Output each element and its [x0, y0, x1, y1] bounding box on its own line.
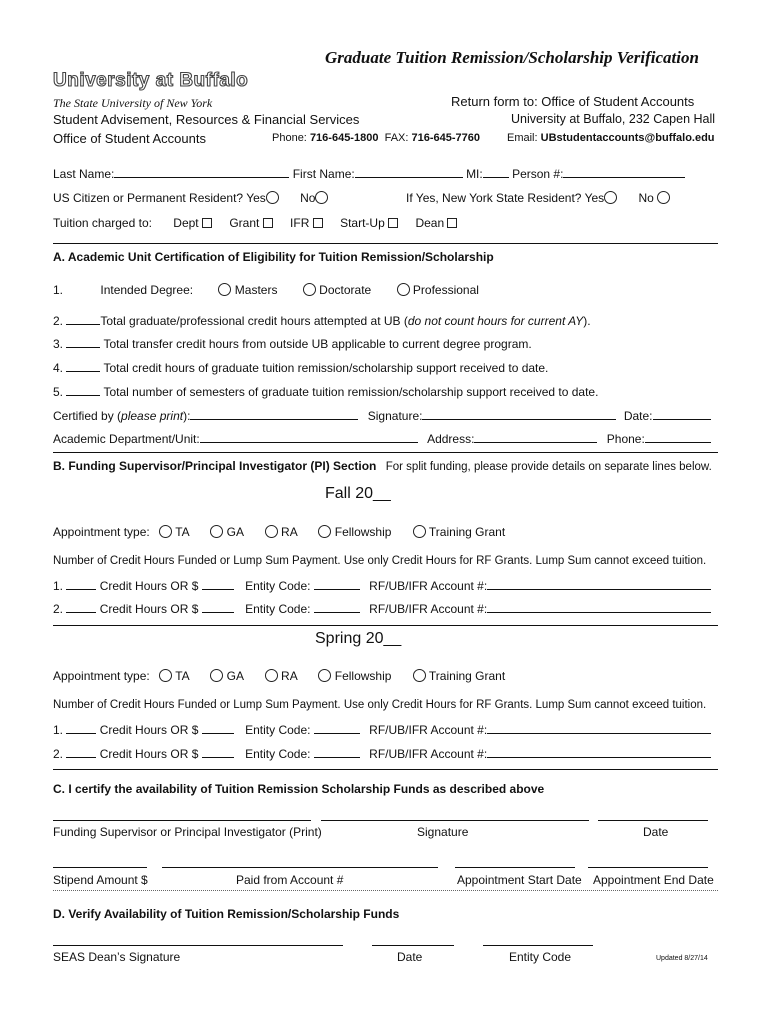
dean-date-label: Date [397, 950, 423, 964]
section-d-heading: D. Verify Availability of Tuition Remission/Scholarship Funds [53, 907, 400, 921]
fall-2-account-field[interactable] [487, 602, 711, 613]
spring-funding-note: Number of Credit Hours Funded or Lump Sum Payment. Use only Credit Hours for RF Grants. Lump Sum cannot exceed tuition. [53, 699, 707, 711]
tuition-charged-row: Tuition charged to: Dept Grant IFR Start-Up Dean [53, 216, 457, 230]
spring-2-entity-field[interactable] [314, 747, 360, 758]
signature-label: Signature [417, 825, 469, 839]
nys-resident-row: If Yes, New York State Resident? Yes No [406, 191, 670, 205]
dean-date-line[interactable] [372, 945, 454, 946]
item-4-field[interactable] [66, 361, 100, 372]
return-address: University at Buffalo, 232 Capen Hall [511, 112, 716, 126]
contact-phone-fax: Phone: 716-645-1800 FAX: 716-645-7760 [272, 132, 480, 144]
paid-from-label: Paid from Account # [236, 873, 344, 887]
fall-line-2: 2. Credit Hours OR $ Entity Code: RF/UB/IFR Account #: [53, 602, 711, 616]
supervisor-line[interactable] [53, 820, 311, 821]
us-citizen-yes-radio[interactable] [266, 191, 279, 204]
return-form-label: Return form to: Office of Student Accounts [451, 94, 695, 109]
item-3-row: 3. Total transfer credit hours from outside UB applicable to current degree program. [53, 337, 532, 351]
dotted-divider [53, 890, 718, 891]
charge-grant-checkbox[interactable] [263, 218, 273, 228]
divider [53, 769, 718, 770]
section-c-heading: C. I certify the availability of Tuition Remission Scholarship Funds as described above [53, 782, 545, 796]
spring-1-amount-field[interactable] [202, 723, 234, 734]
end-date-label: Appointment End Date [593, 873, 714, 887]
degree-professional-radio[interactable] [397, 283, 410, 296]
fall-1-amount-field[interactable] [202, 579, 234, 590]
fall-2-credit-field[interactable] [66, 602, 96, 613]
fall-fellowship-radio[interactable] [318, 525, 331, 538]
stipend-label: Stipend Amount $ [53, 873, 148, 887]
fall-appointment-row: Appointment type: TA GA RA Fellowship Training Grant [53, 525, 506, 539]
intended-degree-row: 1. Intended Degree: Masters Doctorate Professional [53, 283, 479, 297]
fall-funding-note: Number of Credit Hours Funded or Lump Sum Payment. Use only Credit Hours for RF Grants. Lump Sum cannot exceed tuition. [53, 555, 707, 567]
first-name-field[interactable] [355, 167, 463, 178]
item-2-field[interactable] [66, 314, 100, 325]
end-date-line[interactable] [588, 867, 708, 868]
dean-signature-label: SEAS Dean’s Signature [53, 950, 181, 964]
spring-line-1: 1. Credit Hours OR $ Entity Code: RF/UB/IFR Account #: [53, 723, 711, 737]
start-date-line[interactable] [455, 867, 575, 868]
fall-1-entity-field[interactable] [314, 579, 360, 590]
fall-ga-radio[interactable] [210, 525, 223, 538]
spring-ta-radio[interactable] [159, 669, 172, 682]
divider [53, 625, 718, 626]
fall-ta-radio[interactable] [159, 525, 172, 538]
last-name-field[interactable] [114, 167, 289, 178]
supervisor-date-line[interactable] [598, 820, 708, 821]
nys-resident-no-radio[interactable] [657, 191, 670, 204]
fall-term-label: Fall 20__ [325, 485, 391, 502]
entity-code-line[interactable] [483, 945, 593, 946]
department-row: Academic Department/Unit: Address: Phone: [53, 432, 711, 446]
spring-training-grant-radio[interactable] [413, 669, 426, 682]
fall-line-1: 1. Credit Hours OR $ Entity Code: RF/UB/IFR Account #: [53, 579, 711, 593]
fall-1-account-field[interactable] [487, 579, 711, 590]
spring-line-2: 2. Credit Hours OR $ Entity Code: RF/UB/IFR Account #: [53, 747, 711, 761]
divider [53, 243, 718, 244]
section-a-heading: A. Academic Unit Certification of Eligibility for Tuition Remission/Scholarship [53, 250, 494, 264]
date-label: Date [643, 825, 669, 839]
spring-ga-radio[interactable] [210, 669, 223, 682]
item-3-field[interactable] [66, 337, 100, 348]
department-phone-field[interactable] [645, 432, 711, 443]
fall-ra-radio[interactable] [265, 525, 278, 538]
charge-dean-checkbox[interactable] [447, 218, 457, 228]
item-4-row: 4. Total credit hours of graduate tuition remission/scholarship support received to date. [53, 361, 549, 375]
supervisor-label: Funding Supervisor or Principal Investigator (Print) [53, 825, 322, 839]
fall-training-grant-radio[interactable] [413, 525, 426, 538]
charge-ifr-checkbox[interactable] [313, 218, 323, 228]
dean-signature-line[interactable] [53, 945, 343, 946]
nys-resident-yes-radio[interactable] [604, 191, 617, 204]
item-5-field[interactable] [66, 385, 100, 396]
spring-term-label: Spring 20__ [315, 630, 402, 647]
degree-doctorate-radio[interactable] [303, 283, 316, 296]
charge-startup-checkbox[interactable] [388, 218, 398, 228]
certified-by-field[interactable] [190, 409, 358, 420]
supervisor-signature-line[interactable] [321, 820, 589, 821]
section-b-heading: B. Funding Supervisor/Principal Investigator (PI) Section For split funding, please provide details on separate lines below. [53, 459, 712, 473]
spring-1-entity-field[interactable] [314, 723, 360, 734]
department-address-field[interactable] [474, 432, 597, 443]
spring-ra-radio[interactable] [265, 669, 278, 682]
spring-1-credit-field[interactable] [66, 723, 96, 734]
fall-2-amount-field[interactable] [202, 602, 234, 613]
charge-dept-checkbox[interactable] [202, 218, 212, 228]
person-number-field[interactable] [563, 167, 685, 178]
item-2-row: 2. Total graduate/professional credit hours attempted at UB (do not count hours for current AY). [53, 314, 591, 328]
spring-1-account-field[interactable] [487, 723, 711, 734]
fall-2-entity-field[interactable] [314, 602, 360, 613]
department-field[interactable] [200, 432, 418, 443]
spring-2-account-field[interactable] [487, 747, 711, 758]
updated-date: Updated 8/27/14 [656, 955, 708, 962]
entity-code-label: Entity Code [509, 950, 572, 964]
header-office: Office of Student Accounts [53, 131, 206, 146]
us-citizen-no-radio[interactable] [315, 191, 328, 204]
item-5-row: 5. Total number of semesters of graduate tuition remission/scholarship support received to date. [53, 385, 599, 399]
divider [53, 452, 718, 453]
spring-2-amount-field[interactable] [202, 747, 234, 758]
certified-signature-field[interactable] [422, 409, 616, 420]
header-department: Student Advisement, Resources & Financial Services [53, 112, 360, 127]
start-date-label: Appointment Start Date [457, 873, 582, 887]
mi-field[interactable] [483, 167, 509, 178]
stipend-line[interactable] [53, 867, 147, 868]
spring-appointment-row: Appointment type: TA GA RA Fellowship Training Grant [53, 669, 506, 683]
degree-masters-radio[interactable] [218, 283, 231, 296]
spring-2-credit-field[interactable] [66, 747, 96, 758]
citizenship-row: US Citizen or Permanent Resident? Yes No [53, 191, 328, 205]
header-subtitle: The State University of New York [53, 96, 213, 110]
certified-row: Certified by (please print): Signature: Date: [53, 409, 711, 423]
contact-email: Email: UBstudentaccounts@buffalo.edu [507, 132, 715, 144]
university-logo: University at Buffalo [53, 70, 249, 91]
form-title: Graduate Tuition Remission/Scholarship Verification [325, 48, 699, 67]
fall-1-credit-field[interactable] [66, 579, 96, 590]
student-name-row: Last Name: First Name: MI: Person #: [53, 167, 685, 181]
spring-fellowship-radio[interactable] [318, 669, 331, 682]
paid-from-line[interactable] [162, 867, 438, 868]
certified-date-field[interactable] [653, 409, 711, 420]
